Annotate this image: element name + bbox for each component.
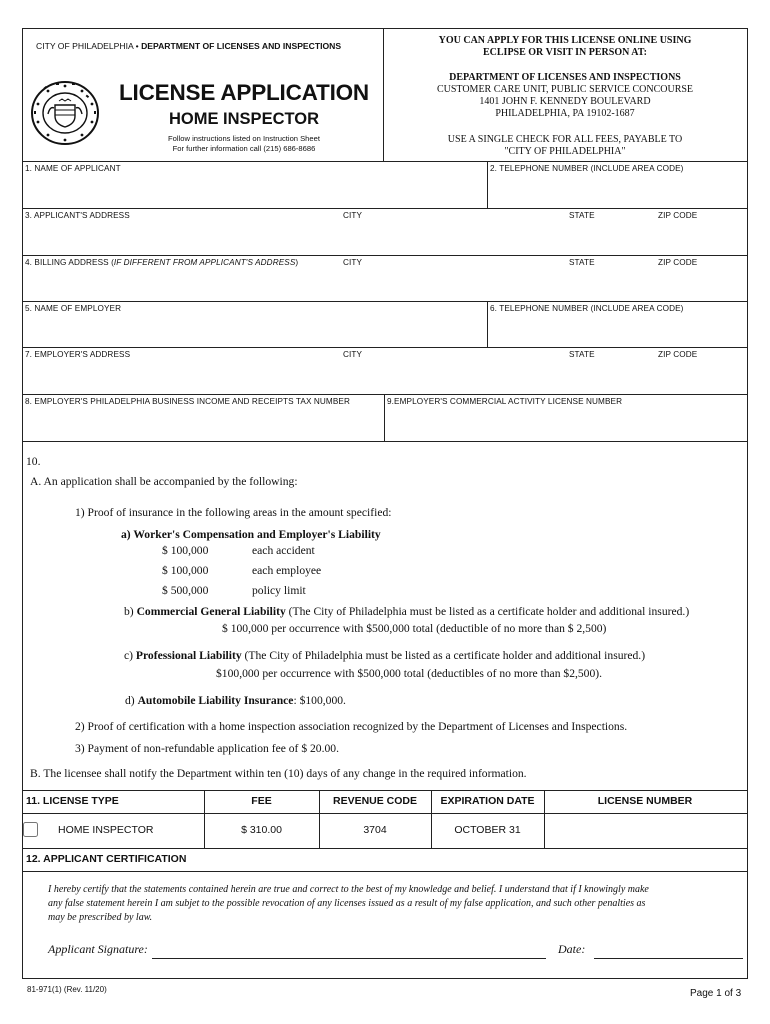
office-unit: CUSTOMER CARE UNIT, PUBLIC SERVICE CONCOURSE <box>436 84 694 95</box>
applicant-phone-label: 2. TELEPHONE NUMBER (INCLUDE AREA CODE) <box>490 164 684 173</box>
employer-address-label: 7. EMPLOYER'S ADDRESS <box>25 350 131 359</box>
tax-number-input[interactable] <box>26 412 382 438</box>
tax-number-label: 8. EMPLOYER'S PHILADELPHIA BUSINESS INCOME AND RECEIPTS TAX NUMBER <box>25 397 350 406</box>
auto-liability-prefix: d) <box>125 694 138 707</box>
apply-online-line-1: YOU CAN APPLY FOR THIS LICENSE ONLINE USING <box>438 35 692 46</box>
billing-address-input[interactable] <box>26 273 340 299</box>
certification-heading: 12. APPLICANT CERTIFICATION <box>26 853 187 865</box>
form-number: 81-971(1) (Rev. 11/20) <box>27 985 107 994</box>
billing-label-part: 4. BILLING ADDRESS ( <box>25 258 114 267</box>
date-input[interactable] <box>594 938 743 959</box>
signature-input[interactable] <box>152 938 546 959</box>
notice-paragraph: B. The licensee shall notify the Department within ten (10) days of any change in the required information. <box>30 767 527 780</box>
employer-state-input[interactable] <box>567 366 656 392</box>
department-name: DEPARTMENT OF LICENSES AND INSPECTIONS <box>141 41 342 51</box>
certification-item: 2) Proof of certification with a home inspection association recognized by the Department of Licenses and Inspections. <box>75 720 628 733</box>
employer-zip-label: ZIP CODE <box>658 350 698 359</box>
applicant-address-input[interactable] <box>26 226 340 252</box>
divider <box>22 255 747 256</box>
billing-state-input[interactable] <box>567 273 656 299</box>
workers-comp-amount-3: $ 500,000 <box>162 584 209 597</box>
divider <box>22 161 747 162</box>
department-prefix: CITY OF PHILADELPHIA • <box>36 41 139 51</box>
applicant-city-label: CITY <box>343 211 363 220</box>
professional-liability-amount: $100,000 per occurrence with $500,000 total (deductibles of no more than $2,500). <box>216 667 603 680</box>
general-liability-line <box>124 605 689 618</box>
divider <box>22 441 747 442</box>
general-liability-title: Commercial General Liability <box>136 605 286 618</box>
applicant-address-label: 3. APPLICANT'S ADDRESS <box>25 211 130 220</box>
employer-name-label: 5. NAME OF EMPLOYER <box>25 304 122 313</box>
workers-comp-heading: a) Worker's Compensation and Employer's Liability <box>121 528 381 541</box>
department-line <box>36 41 341 51</box>
certification-text-1: I hereby certify that the statements contained herein are true and correct to the best of my knowledge and belief. I understand that if I knowingly make <box>48 884 649 895</box>
billing-city-label: CITY <box>343 258 363 267</box>
home-inspector-checkbox[interactable] <box>23 822 38 837</box>
applicant-name-label: 1. NAME OF APPLICANT <box>25 164 121 173</box>
expiration-date-header: EXPIRATION DATE <box>440 795 535 807</box>
fee-value: $ 310.00 <box>241 824 282 836</box>
general-liability-prefix: b) <box>124 605 137 618</box>
employer-phone-input[interactable] <box>491 319 745 345</box>
divider <box>384 394 385 441</box>
divider <box>22 813 747 814</box>
applicant-name-input[interactable] <box>26 180 485 206</box>
auto-liability-amount: : $100,000. <box>293 694 346 707</box>
billing-city-input[interactable] <box>342 273 566 299</box>
divider <box>487 301 488 347</box>
revenue-code-value: 3704 <box>363 824 387 836</box>
general-liability-note: (The City of Philadelphia must be listed as a certificate holder and additional insured.) <box>285 605 690 618</box>
workers-comp-desc-2: each employee <box>252 564 322 577</box>
office-city: PHILADELPHIA, PA 19102-1687 <box>495 108 635 119</box>
fee-item: 3) Payment of non-refundable application fee of $ 20.00. <box>75 742 339 755</box>
divider <box>22 208 747 209</box>
billing-label-part: ) <box>295 258 299 267</box>
payment-note-1: USE A SINGLE CHECK FOR ALL FEES, PAYABLE TO <box>447 134 683 145</box>
certification-text-3: may be prescribed by law. <box>48 912 153 923</box>
employer-phone-label: 6. TELEPHONE NUMBER (INCLUDE AREA CODE) <box>490 304 684 313</box>
professional-liability-title: Professional Liability <box>135 649 242 662</box>
fee-header: FEE <box>251 795 272 807</box>
section-10-number: 10. <box>26 455 41 468</box>
divider <box>22 347 747 348</box>
applicant-city-input[interactable] <box>342 226 566 252</box>
insurance-item: 1) Proof of insurance in the following areas in the amount specified: <box>75 506 392 519</box>
instructions-line-2: For further information call (215) 686-8686 <box>172 144 316 153</box>
applicant-phone-input[interactable] <box>491 180 745 206</box>
revenue-code-header: REVENUE CODE <box>332 795 417 807</box>
divider <box>487 161 488 208</box>
billing-zip-input[interactable] <box>656 273 745 299</box>
applicant-zip-input[interactable] <box>656 226 745 252</box>
employer-state-label: STATE <box>569 350 595 359</box>
billing-zip-label: ZIP CODE <box>658 258 698 267</box>
employer-zip-input[interactable] <box>656 366 745 392</box>
office-name: DEPARTMENT OF LICENSES AND INSPECTIONS <box>449 72 681 83</box>
certification-text-2: any false statement herein I am subjet to the possible revocation of any licenses issued as a result of my false application, and such other penalties as <box>48 898 646 909</box>
billing-state-label: STATE <box>569 258 595 267</box>
license-number-header: LICENSE NUMBER <box>597 795 693 807</box>
professional-liability-prefix: c) <box>124 649 136 662</box>
divider <box>22 848 747 849</box>
city-seal <box>30 80 100 146</box>
general-liability-amount: $ 100,000 per occurrence with $500,000 total (deductible of no more than $ 2,500) <box>222 622 607 635</box>
employer-city-label: CITY <box>343 350 363 359</box>
payment-note-2: "CITY OF PHILADELPHIA" <box>504 146 626 157</box>
section-10-intro: A. An application shall be accompanied by the following: <box>30 475 298 488</box>
professional-liability-note: (The City of Philadelphia must be listed as a certificate holder and additional insured.) <box>241 649 646 662</box>
license-type-header: 11. LICENSE TYPE <box>26 795 119 807</box>
divider <box>22 871 747 872</box>
signature-label: Applicant Signature: <box>48 942 148 956</box>
page-title: LICENSE APPLICATION <box>119 80 369 105</box>
workers-comp-amount-1: $ 100,000 <box>162 544 209 557</box>
applicant-state-input[interactable] <box>567 226 656 252</box>
auto-liability-title: Automobile Liability Insurance <box>137 694 294 707</box>
page-subtitle: HOME INSPECTOR <box>168 110 320 128</box>
workers-comp-desc-1: each accident <box>252 544 315 557</box>
workers-comp-desc-3: policy limit <box>252 584 306 597</box>
office-street: 1401 JOHN F. KENNEDY BOULEVARD <box>479 96 651 107</box>
divider <box>22 790 747 791</box>
billing-label-note: IF DIFFERENT FROM APPLICANT'S ADDRESS <box>113 258 296 267</box>
applicant-state-label: STATE <box>569 211 595 220</box>
license-type-value: HOME INSPECTOR <box>58 824 154 836</box>
activity-license-label: 9.EMPLOYER'S COMMERCIAL ACTIVITY LICENSE NUMBER <box>387 397 623 406</box>
workers-comp-amount-2: $ 100,000 <box>162 564 209 577</box>
professional-liability-line <box>124 649 645 662</box>
auto-liability-line <box>125 694 346 707</box>
employer-name-input[interactable] <box>26 319 485 345</box>
applicant-zip-label: ZIP CODE <box>658 211 698 220</box>
billing-address-label <box>25 258 298 267</box>
apply-online-line-2: ECLIPSE OR VISIT IN PERSON AT: <box>482 47 648 58</box>
activity-license-input[interactable] <box>388 412 745 438</box>
employer-city-input[interactable] <box>342 366 566 392</box>
employer-address-input[interactable] <box>26 366 340 392</box>
divider <box>22 301 747 302</box>
page-number: Page 1 of 3 <box>690 988 742 999</box>
expiration-date-value: OCTOBER 31 <box>454 824 521 836</box>
instructions-line-1: Follow instructions listed on Instruction Sheet <box>168 134 320 143</box>
date-label: Date: <box>558 942 586 956</box>
